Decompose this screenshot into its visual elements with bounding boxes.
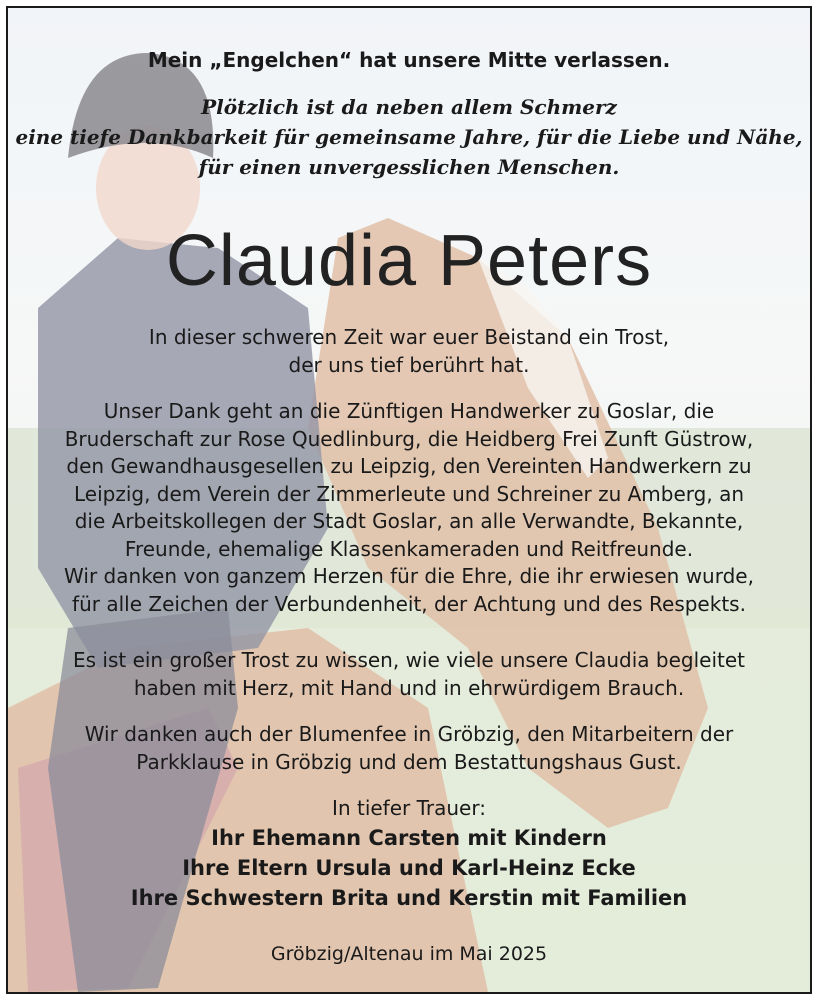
text-line: Leipzig, dem Verein der Zimmerleute und Schreiner zu Amberg, an: [73, 481, 745, 506]
signer: Ihr Ehemann Carsten mit Kindern: [211, 826, 607, 850]
motto: [8, 92, 810, 182]
motto-line: eine tiefe Dankbarkeit für gemeinsame Jahre, für die Liebe und Nähe,: [15, 125, 803, 149]
signer: Ihre Eltern Ursula und Karl-Heinz Ecke: [182, 856, 636, 880]
text-line: der uns tief berührt hat.: [288, 352, 530, 377]
notice-text: [8, 8, 810, 992]
signer: Ihre Schwestern Brita und Kerstin mit Familien: [130, 886, 688, 910]
text-line: haben mit Herz, mit Hand und in ehrwürdigem Brauch.: [133, 675, 685, 700]
text-line: In dieser schweren Zeit war euer Beistand ein Trost,: [148, 325, 670, 349]
text-line: Wir danken auch der Blumenfee in Gröbzig, den Mitarbeitern der: [84, 722, 734, 746]
comfort-paragraph: [8, 647, 810, 702]
place-date: Gröbzig/Altenau im Mai 2025: [270, 943, 548, 965]
text-line: den Gewandhausgesellen zu Leipzig, den Vereinten Handwerkern zu: [66, 454, 752, 478]
text-line: Es ist ein großer Trost zu wissen, wie viele unsere Claudia begleitet: [72, 648, 745, 672]
signers-list: [8, 823, 810, 913]
thanks-florist-paragraph: [8, 721, 810, 776]
thanks-support-paragraph: [8, 324, 810, 379]
text-line: Bruderschaft zur Rose Quedlinburg, die Heidberg Frei Zunft Güstrow,: [64, 426, 754, 451]
text-line: die Arbeitskollegen der Stadt Goslar, an alle Verwandte, Bekannte,: [74, 509, 744, 533]
deceased-name: Claudia Peters: [165, 221, 653, 301]
thanks-list-paragraph: [8, 398, 810, 618]
motto-line: für einen unvergesslichen Menschen.: [198, 155, 620, 179]
motto-line: Plötzlich ist da neben allem Schmerz: [201, 95, 617, 119]
text-line: für alle Zeichen der Verbundenheit, der Achtung und des Respekts.: [72, 591, 746, 616]
text-line: Parkklause in Gröbzig und dem Bestattungshaus Gust.: [136, 749, 682, 774]
text-line: Unser Dank geht an die Zünftigen Handwerker zu Goslar, die: [103, 399, 715, 423]
text-line: Wir danken von ganzem Herzen für die Ehre, die ihr erwiesen wurde,: [64, 564, 754, 588]
obituary-notice: [6, 6, 812, 994]
text-line: Freunde, ehemalige Klassenkameraden und Reitfreunde.: [124, 536, 694, 561]
headline: Mein „Engelchen“ hat unsere Mitte verlassen.: [147, 48, 671, 72]
signature-intro: In tiefer Trauer:: [332, 796, 486, 820]
